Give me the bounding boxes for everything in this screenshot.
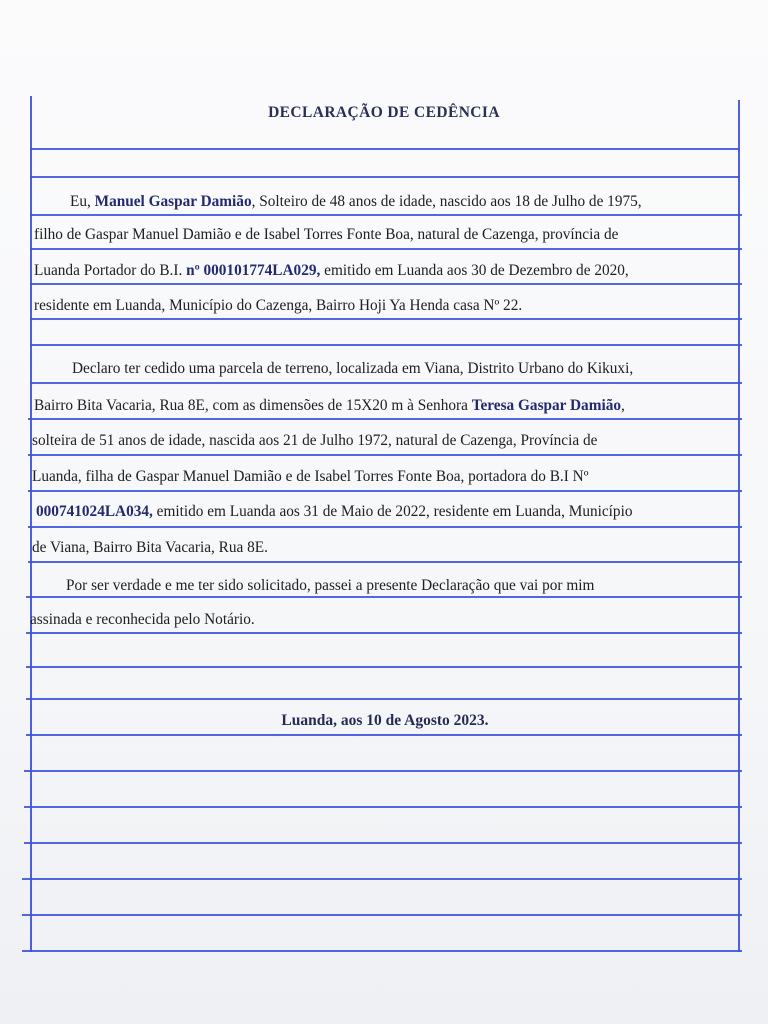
declarant-bi-number: nº 000101774LA029, bbox=[186, 262, 321, 279]
ruled-line bbox=[28, 561, 742, 563]
ruled-line bbox=[26, 734, 742, 736]
ruled-line bbox=[30, 148, 740, 150]
text-run: emitido em Luanda aos 30 de Dezembro de 2020, bbox=[320, 262, 629, 279]
paragraph-1-line-1 bbox=[70, 193, 642, 211]
text-run: Bairro Bita Vacaria, Rua 8E, com as dimensões de 15X20 m à Senhora bbox=[34, 397, 472, 414]
left-margin-line bbox=[30, 96, 32, 952]
ruled-line bbox=[26, 666, 742, 668]
ruled-line bbox=[30, 318, 742, 320]
ruled-line bbox=[24, 770, 742, 772]
ruled-line bbox=[22, 950, 742, 952]
text-run: Luanda Portador do B.I. bbox=[34, 262, 187, 279]
place-and-date: Luanda, aos 10 de Agosto 2023. bbox=[281, 712, 489, 729]
paragraph-2-line-3: solteira de 51 anos de idade, nascida aos 21 de Julho 1972, natural de Cazenga, Província de bbox=[32, 432, 598, 449]
ruled-line bbox=[26, 632, 742, 634]
text-run: , Solteiro de 48 anos de idade, nascido aos 18 de Julho de 1975, bbox=[251, 193, 642, 210]
paragraph-3-line-2: assinada e reconhecida pelo Notário. bbox=[30, 611, 255, 628]
paragraph-3-line-1: Por ser verdade e me ter sido solicitado, passei a presente Declaração que vai por mim bbox=[66, 577, 595, 594]
ruled-line bbox=[30, 214, 742, 216]
paragraph-2-line-2 bbox=[34, 397, 625, 415]
ruled-line bbox=[24, 806, 742, 808]
ruled-line bbox=[28, 490, 742, 492]
recipient-bi-number: 000741024LA034, bbox=[36, 503, 153, 520]
ruled-line bbox=[30, 344, 742, 346]
ruled-line bbox=[22, 878, 742, 880]
ruled-line bbox=[22, 914, 742, 916]
ruled-line bbox=[28, 454, 742, 456]
ruled-line bbox=[24, 842, 742, 844]
ruled-line bbox=[28, 526, 742, 528]
paragraph-2-line-4: Luanda, filha de Gaspar Manuel Damião e de Isabel Torres Fonte Boa, portadora do B.I Nº bbox=[32, 468, 589, 485]
ruled-line bbox=[30, 248, 742, 250]
ruled-line bbox=[30, 176, 740, 178]
declarant-name: Manuel Gaspar Damião bbox=[94, 193, 252, 210]
ruled-line bbox=[28, 418, 742, 420]
ruled-line bbox=[26, 596, 742, 598]
document-title: DECLARAÇÃO DE CEDÊNCIA bbox=[268, 104, 500, 121]
text-run: Eu, bbox=[70, 193, 95, 210]
ruled-line bbox=[30, 283, 742, 285]
paragraph-1-line-3 bbox=[34, 262, 629, 280]
paragraph-1-line-2: filho de Gaspar Manuel Damião e de Isabel Torres Fonte Boa, natural de Cazenga, província de bbox=[34, 226, 619, 243]
ruled-line bbox=[26, 698, 742, 700]
paragraph-2-line-5 bbox=[36, 503, 632, 521]
recipient-name: Teresa Gaspar Damião bbox=[471, 397, 621, 414]
paragraph-2-line-1: Declaro ter cedido uma parcela de terreno, localizada em Viana, Distrito Urbano do Kikuxi, bbox=[72, 360, 634, 377]
paragraph-2-line-6: de Viana, Bairro Bita Vacaria, Rua 8E. bbox=[32, 539, 268, 556]
text-run: emitido em Luanda aos 31 de Maio de 2022, residente em Luanda, Município bbox=[152, 503, 633, 520]
paragraph-1-line-4: residente em Luanda, Município do Cazenga, Bairro Hoji Ya Henda casa Nº 22. bbox=[34, 297, 523, 314]
text-run: , bbox=[621, 397, 625, 414]
ruled-line bbox=[30, 382, 742, 384]
